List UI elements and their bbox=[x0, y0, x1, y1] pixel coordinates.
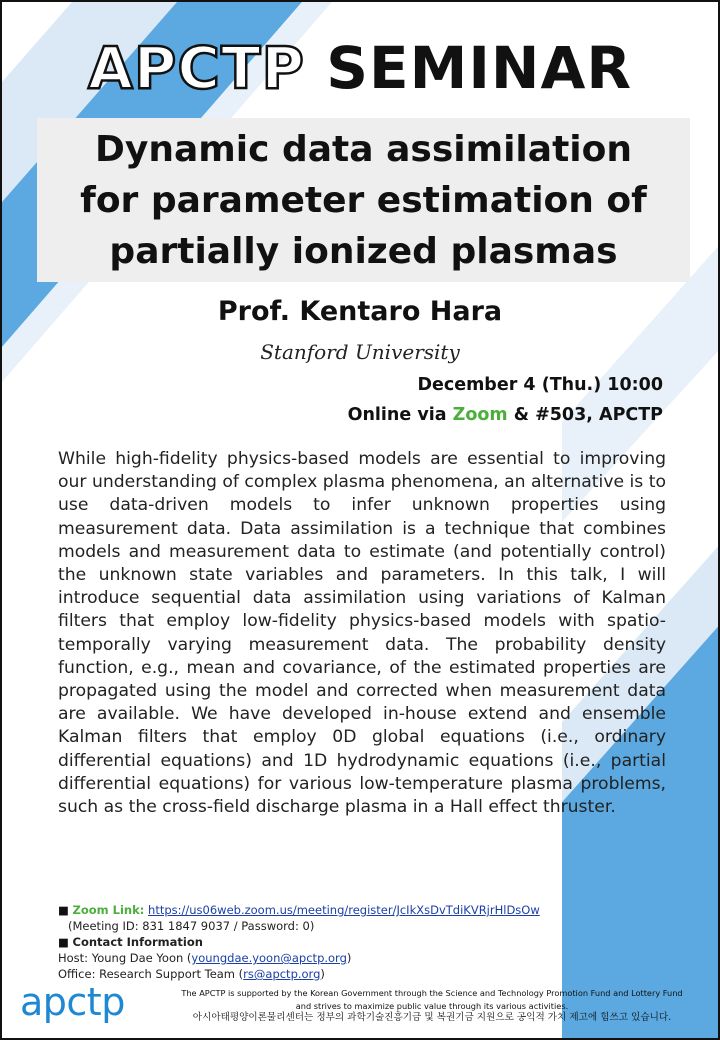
zoom-link[interactable]: https://us06web.zoom.us/meeting/register/JcIkXsDvTdiKVRjrHlDsOw bbox=[148, 903, 540, 917]
venue-suffix: & #503, APCTP bbox=[507, 405, 663, 425]
bullet-icon: ■ bbox=[58, 903, 69, 917]
zoom-link-label: Zoom Link: bbox=[72, 903, 145, 917]
office-line bbox=[58, 966, 658, 982]
contact-heading bbox=[58, 934, 658, 950]
brand-apctp: APCTP bbox=[87, 34, 306, 102]
speaker-name: Prof. Kentaro Hara bbox=[217, 296, 503, 327]
seminar-datetime: December 4 (Thu.) 10:00 bbox=[417, 375, 663, 395]
bullet-icon: ■ bbox=[58, 935, 69, 949]
talk-title-box bbox=[37, 118, 690, 282]
talk-title: Dynamic data assimilation for parameter estimation of partially ionized plasmas bbox=[80, 128, 647, 272]
support-statement bbox=[152, 987, 712, 1025]
zoom-link-row bbox=[58, 902, 658, 918]
contact-label: Contact Information bbox=[72, 935, 203, 949]
host-email-link[interactable]: youngdae.yoon@apctp.org bbox=[191, 951, 347, 965]
office-suffix: ) bbox=[320, 967, 325, 981]
info-section bbox=[58, 902, 658, 982]
meeting-id-line: (Meeting ID: 831 1847 9037 / Password: 0) bbox=[68, 919, 315, 933]
venue-prefix: Online via bbox=[347, 405, 453, 425]
host-suffix: ) bbox=[346, 951, 352, 965]
talk-abstract: While high-fidelity physics-based models are essential to improving our understanding of complex plasma phenomena, an alternative is to use data-driven models to infer unknown properties using measurement data. Data assimilation is a technique that combines models and measurement data to estimate (and potentially control) the unknown state variables and parameters. In this talk, I will introduce sequential data assimilation using variations of Kalman filters that employ low-fidelity physics-based models with spatio-temporally varying measurement data. The probability density function, e.g., mean and covariance, of the estimated properties are propagated using the model and corrected when measurement data are available. We have developed in-house extend and ensemble Kalman filters that employ 0D global equations (i.e., ordinary differential equations) and 1D hydrodynamic equations (i.e., partial differential equations) for various low-temperature plasma problems, such as the cross-field discharge plasma in a Hall effect thruster. bbox=[58, 449, 666, 818]
host-prefix: Host: Young Dae Yoon ( bbox=[58, 951, 192, 965]
host-line bbox=[58, 950, 658, 966]
support-english-line-2: and strives to maximize public value through its various activities. bbox=[295, 1000, 569, 1011]
support-english-line-1: The APCTP is supported by the Korean Government through the Science and Technology Promotion Fund and Lottery Fund bbox=[181, 988, 683, 998]
speaker-affiliation: Stanford University bbox=[260, 340, 460, 364]
office-prefix: Office: Research Support Team ( bbox=[58, 967, 244, 981]
apctp-logo: apctp bbox=[20, 980, 125, 1024]
seminar-brand-title bbox=[2, 28, 718, 108]
brand-seminar: SEMINAR bbox=[326, 34, 633, 102]
office-email-link[interactable]: rs@apctp.org bbox=[243, 967, 321, 981]
venue-zoom: Zoom bbox=[452, 405, 508, 425]
support-korean-line: 아시아태평양이론물리센터는 정부의 과학기술진흥기금 및 복권기금 지원으로 공익적 가치 제고에 힘쓰고 있습니다. bbox=[192, 1012, 672, 1023]
seminar-venue bbox=[348, 405, 663, 425]
